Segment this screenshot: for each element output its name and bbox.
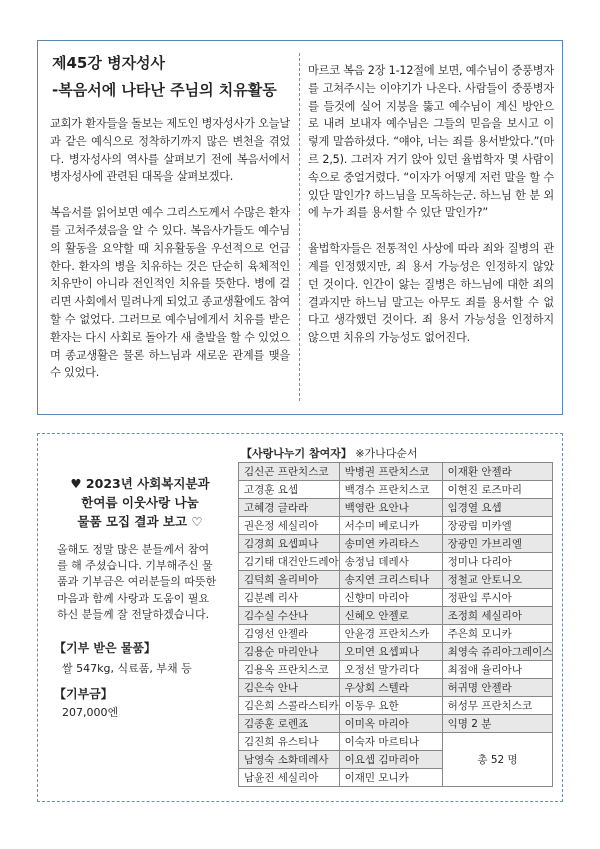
donor-row [239,679,553,697]
donor-name: 김분례 리사 [239,589,340,607]
donor-name: 최점애 율리아나 [442,661,553,679]
lecture-right-column [308,62,554,347]
donor-table [238,462,553,787]
donor-name: 김기태 대건안드레아 [239,553,340,571]
donor-name: 정판임 루시아 [442,589,553,607]
donor-name: 김경희 요셉피나 [239,535,340,553]
donor-row [239,733,553,751]
lecture-title: 제45강 병자성사 [52,54,166,72]
donor-name: 허성무 프란치스코 [442,697,553,715]
donor-name: 김은숙 안나 [239,679,340,697]
donor-name: 김수실 수산나 [239,607,340,625]
donor-name: 장광림 미카엘 [442,517,553,535]
donor-name: 허귀명 안젤라 [442,679,553,697]
donor-name: 이재민 모니카 [339,769,442,787]
donor-name: 권은정 세실리아 [239,517,340,535]
donor-name: 안윤경 프란치스카 [339,625,442,643]
donor-row [239,481,553,499]
donor-name: 조정희 세실리아 [442,607,553,625]
donor-name: 김신곤 프란치스코 [239,463,340,481]
report-title [56,474,224,531]
donor-name: 김은희 스콜라스티카 [239,697,340,715]
donor-row [239,607,553,625]
donor-caption-title: 【사랑나누기 참여자】 [241,447,352,460]
donor-name: 최영숙 쥬리아그레이스 [442,643,553,661]
donor-name: 송미연 카리타스 [339,535,442,553]
donor-name: 정미나 다리아 [442,553,553,571]
lecture-subtitle: -복음서에 나타난 주님의 치유활동 [52,81,277,99]
donor-name: 익명 2 분 [442,715,553,733]
report-title-line: 한여름 이웃사랑 나눔 [81,495,199,510]
money-value: 207,000엔 [62,706,119,719]
donor-name: 송지연 크리스티나 [339,571,442,589]
donor-name: 백경수 프란치스코 [339,481,442,499]
donor-name: 이재환 안젤라 [442,463,553,481]
donor-name: 임경열 요셉 [442,499,553,517]
report-title-line: ♥ 2023년 사회복지분과 [70,476,210,491]
lecture-paragraph: 율법학자들은 전통적인 사상에 따라 죄와 질병의 관계를 인정했지만, 죄 용서 가능성은 인정하지 않았던 것이다. 인간이 앓는 질병은 하느님에 대한 죄의 결과지만 하느님 말고는 아무도 죄를 용서할 수 없다고 생각했던 것이다. 죄 용서 가능성을 인정하지 않으면 치유의 가능성도 없어진다. [308,242,554,345]
money-heading: 【기부금】 [54,687,113,701]
donor-name: 김진희 유스티나 [239,733,340,751]
donor-row [239,625,553,643]
donor-name: 이요셉 김마리아 [339,751,442,769]
donor-name: 이동우 요한 [339,697,442,715]
donor-row [239,517,553,535]
donor-name: 오정선 말가리다 [339,661,442,679]
donor-name: 우상회 스텔라 [339,679,442,697]
donor-name: 김덕희 올리비아 [239,571,340,589]
donor-name: 박병권 프란치스코 [339,463,442,481]
donor-name: 송정님 데레사 [339,553,442,571]
donor-name: 이미옥 마리아 [339,715,442,733]
lecture-paragraph: 마르코 복음 2장 1-12절에 보면, 예수님이 중풍병자를 고쳐주시는 이야기가 나온다. 사람들이 중풍병자를 들것에 실어 지붕을 뚫고 예수님이 계신 방안으로 내려 보내자 예수님은 그들의 믿음을 보시고 이렇게 말씀하셨다. “얘야, 너는 죄를 용서받았다.”(마르 2,5). 그러자 거기 앉아 있던 율법학자 몇 사람이 속으로 중얼거렸다. “이자가 어떻게 저런 말을 할 수 있단 말인가? 하느님을 모독하는군. 하느님 한 분 외에 누가 죄를 용서할 수 있단 말인가?” [308,64,554,220]
donor-name: 장광민 가브리엘 [442,535,553,553]
lecture-left-column [50,48,290,382]
donor-caption [241,445,418,461]
goods-heading: 【기부 받은 물품】 [54,641,156,655]
donor-row [239,499,553,517]
donor-row [239,553,553,571]
report-title-line: 물품 모집 결과 보고 ♡ [77,514,203,529]
donor-caption-note: ※가나다순서 [351,447,418,460]
donor-name: 김용옥 프란치스코 [239,661,340,679]
donor-name: 김종훈 로렌죠 [239,715,340,733]
donor-row [239,535,553,553]
goods-value: 쌀 547kg, 식료품, 부채 등 [62,662,192,675]
donor-name: 김영선 안젤라 [239,625,340,643]
donor-name: 주은희 모니카 [442,625,553,643]
donor-name: 오미연 요셉피나 [339,643,442,661]
lecture-paragraph: 교회가 환자들을 돌보는 제도인 병자성사가 오늘날과 같은 예식으로 정착하기까지 많은 변천을 겪었다. 병자성사의 역사를 살펴보기 전에 복음서에서 병자성사에 관련된 대목을 살펴보겠다. [50,117,290,184]
donor-name: 고혜경 글라라 [239,499,340,517]
lecture-paragraph: 복음서를 읽어보면 예수 그리스도께서 수많은 환자를 고쳐주셨음을 알 수 있다. 복음사가들도 예수님의 활동을 요약할 때 치유활동을 우선적으로 언급한다. 환자의 병을 치유하는 것은 단순히 육체적인 치유만이 아니라 전인적인 치유를 뜻한다. 병에 걸리면 사회에서 밀려나게 되었고 종교생활에도 참여할 수 없었다. 그러므로 예수님에게서 치유를 받은 환자는 다시 사회로 돌아가 새 출발을 할 수 있었으며 종교생활은 물론 하느님과 새로운 관계를 맺을 수 있었다. [50,206,290,380]
donor-name: 남영숙 소화데레사 [239,751,340,769]
donor-row [239,715,553,733]
donor-name: 김용순 마리안나 [239,643,340,661]
donor-name: 정철교 안토니오 [442,571,553,589]
donor-total: 총 52 명 [442,733,553,787]
donor-row [239,661,553,679]
report-body: 올해도 정말 많은 분들께서 참여를 해 주셨습니다. 기부해주신 물품과 기부금은 여러분들의 따뜻한 마음과 함께 사랑과 도움이 필요하신 분들께 잘 전달하겠습니다. [57,543,217,621]
donor-name: 신혜오 안젤로 [339,607,442,625]
donor-row [239,571,553,589]
donor-name: 백영란 요안나 [339,499,442,517]
donor-row [239,643,553,661]
donor-row [239,463,553,481]
donor-name: 서수미 베로니카 [339,517,442,535]
donor-name: 이숙자 마르티나 [339,733,442,751]
donor-name: 신향미 마리아 [339,589,442,607]
column-divider [299,53,300,401]
donor-name: 고경훈 요셉 [239,481,340,499]
donor-name: 이현진 로즈마리 [442,481,553,499]
donor-name: 남윤진 세실리아 [239,769,340,787]
donor-row [239,697,553,715]
donor-row [239,589,553,607]
